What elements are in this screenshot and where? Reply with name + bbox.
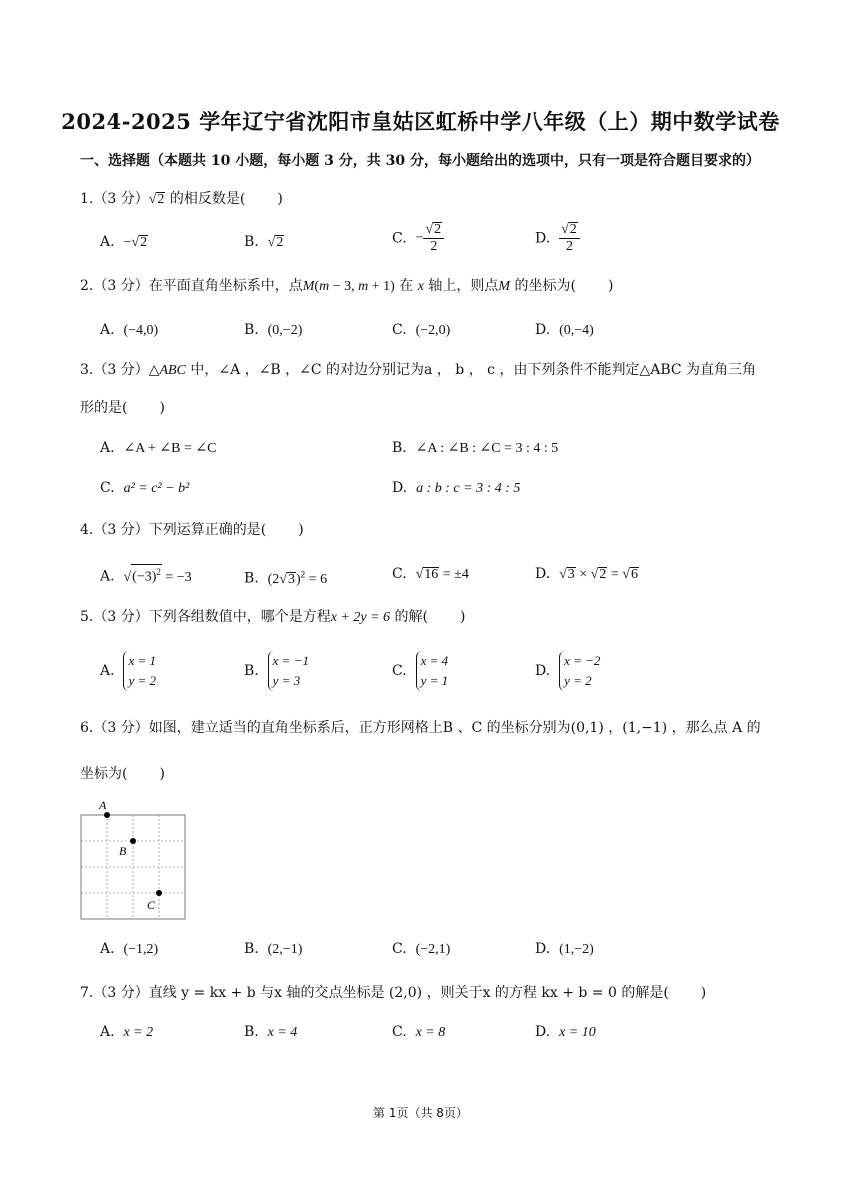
q6-option-d[interactable]: D. (1,−2): [535, 941, 594, 957]
q2-option-d[interactable]: D. (0,−4): [535, 322, 594, 338]
q7-option-d[interactable]: D. x = 10: [535, 1024, 596, 1040]
q4-option-d[interactable]: D. √3 × √2 = √6: [535, 566, 638, 582]
point-b: [130, 838, 136, 844]
q5-option-d[interactable]: D. x = −2 y = 2: [535, 651, 600, 691]
paren-close: ): [277, 191, 283, 207]
q5-option-a[interactable]: A. x = 1 y = 2: [100, 651, 156, 691]
q1-option-d[interactable]: D. $\frac{√2}{2}$: [535, 222, 580, 255]
label-b: B: [119, 844, 127, 858]
question-number: 1.（3 分）: [80, 191, 149, 207]
q2-option-b[interactable]: B. (0,−2): [244, 322, 303, 338]
q2-option-c[interactable]: C. (−2,0): [392, 322, 451, 338]
q3-option-a[interactable]: A. ∠A + ∠B = ∠C: [100, 440, 217, 456]
q3-option-b[interactable]: B. ∠A : ∠B : ∠C = 3 : 4 : 5: [392, 440, 559, 456]
q5-option-b[interactable]: B. x = −1 y = 3: [244, 651, 309, 691]
question-6-line2: 坐标为( ): [80, 766, 165, 782]
q7-option-c[interactable]: C. x = 8: [392, 1024, 446, 1040]
question-6: 6.（3 分）如图，建立适当的直角坐标系后，正方形网格上B 、C 的坐标分别为(0,1) ，(1,−1) ，那么点 A 的: [80, 720, 761, 736]
q1-option-a[interactable]: A. −√2: [100, 234, 148, 250]
question-2: 2.（3 分）在平面直角坐标系中，点M(m − 3, m + 1) 在 x 轴上，则点M 的坐标为( ): [80, 278, 614, 294]
q3-option-c[interactable]: C. a² = c² − b²: [100, 480, 190, 496]
grid-figure: [80, 797, 190, 926]
label-a: A: [99, 798, 107, 812]
section-heading: 一、选择题（本题共 10 小题，每小题 3 分，共 30 分，每小题给出的选项中，只有一项是符合题目要求的）: [80, 153, 760, 169]
page-title: 2024-2025 学年辽宁省沈阳市皇姑区虹桥中学八年级（上）期中数学试卷: [61, 109, 780, 134]
q4-option-a[interactable]: A. $√(-3)^2 = -3$: [100, 564, 192, 588]
q2-option-a[interactable]: A. (−4,0): [100, 322, 159, 338]
label-c: C: [147, 898, 156, 912]
q7-option-a[interactable]: A. x = 2: [100, 1024, 154, 1040]
q4-option-b[interactable]: B. $(2√3)^2 = 6$: [244, 569, 328, 587]
point-c: [156, 890, 162, 896]
question-7: 7.（3 分）直线 y = kx + b 与x 轴的交点坐标是 (2,0) ，则关于x 的方程 kx + b = 0 的解是( ): [80, 985, 707, 1001]
q6-option-c[interactable]: C. (−2,1): [392, 941, 451, 957]
page-footer: 第 1页（共 8页）: [373, 1106, 468, 1120]
q1-option-c[interactable]: C. − $\frac{√2}{2}$: [392, 222, 444, 255]
q6-option-a[interactable]: A. (−1,2): [100, 941, 159, 957]
question-1: 1.（3 分）√2 的相反数是( ): [80, 191, 283, 207]
q1-option-b[interactable]: B. √2: [244, 234, 284, 250]
question-text: 的相反数是(: [169, 191, 246, 207]
q7-option-b[interactable]: B. x = 4: [244, 1024, 298, 1040]
point-a: [104, 812, 110, 818]
q6-option-b[interactable]: B. (2,−1): [244, 941, 303, 957]
q4-option-c[interactable]: C. √16 = ±4: [392, 566, 469, 582]
q5-option-c[interactable]: C. x = 4 y = 1: [392, 651, 448, 691]
question-3: 3.（3 分）△ABC 中，∠A ，∠B ，∠C 的对边分别记为a ， b ， c ，由下列条件不能判定△ABC 为直角三角: [80, 362, 757, 378]
question-3-line2: 形的是( ): [80, 400, 165, 416]
question-5: 5.（3 分）下列各组数值中，哪个是方程x + 2y = 6 的解( ): [80, 609, 466, 625]
question-4: 4.（3 分）下列运算正确的是( ): [80, 522, 304, 538]
q3-option-d[interactable]: D. a : b : c = 3 : 4 : 5: [392, 480, 521, 496]
